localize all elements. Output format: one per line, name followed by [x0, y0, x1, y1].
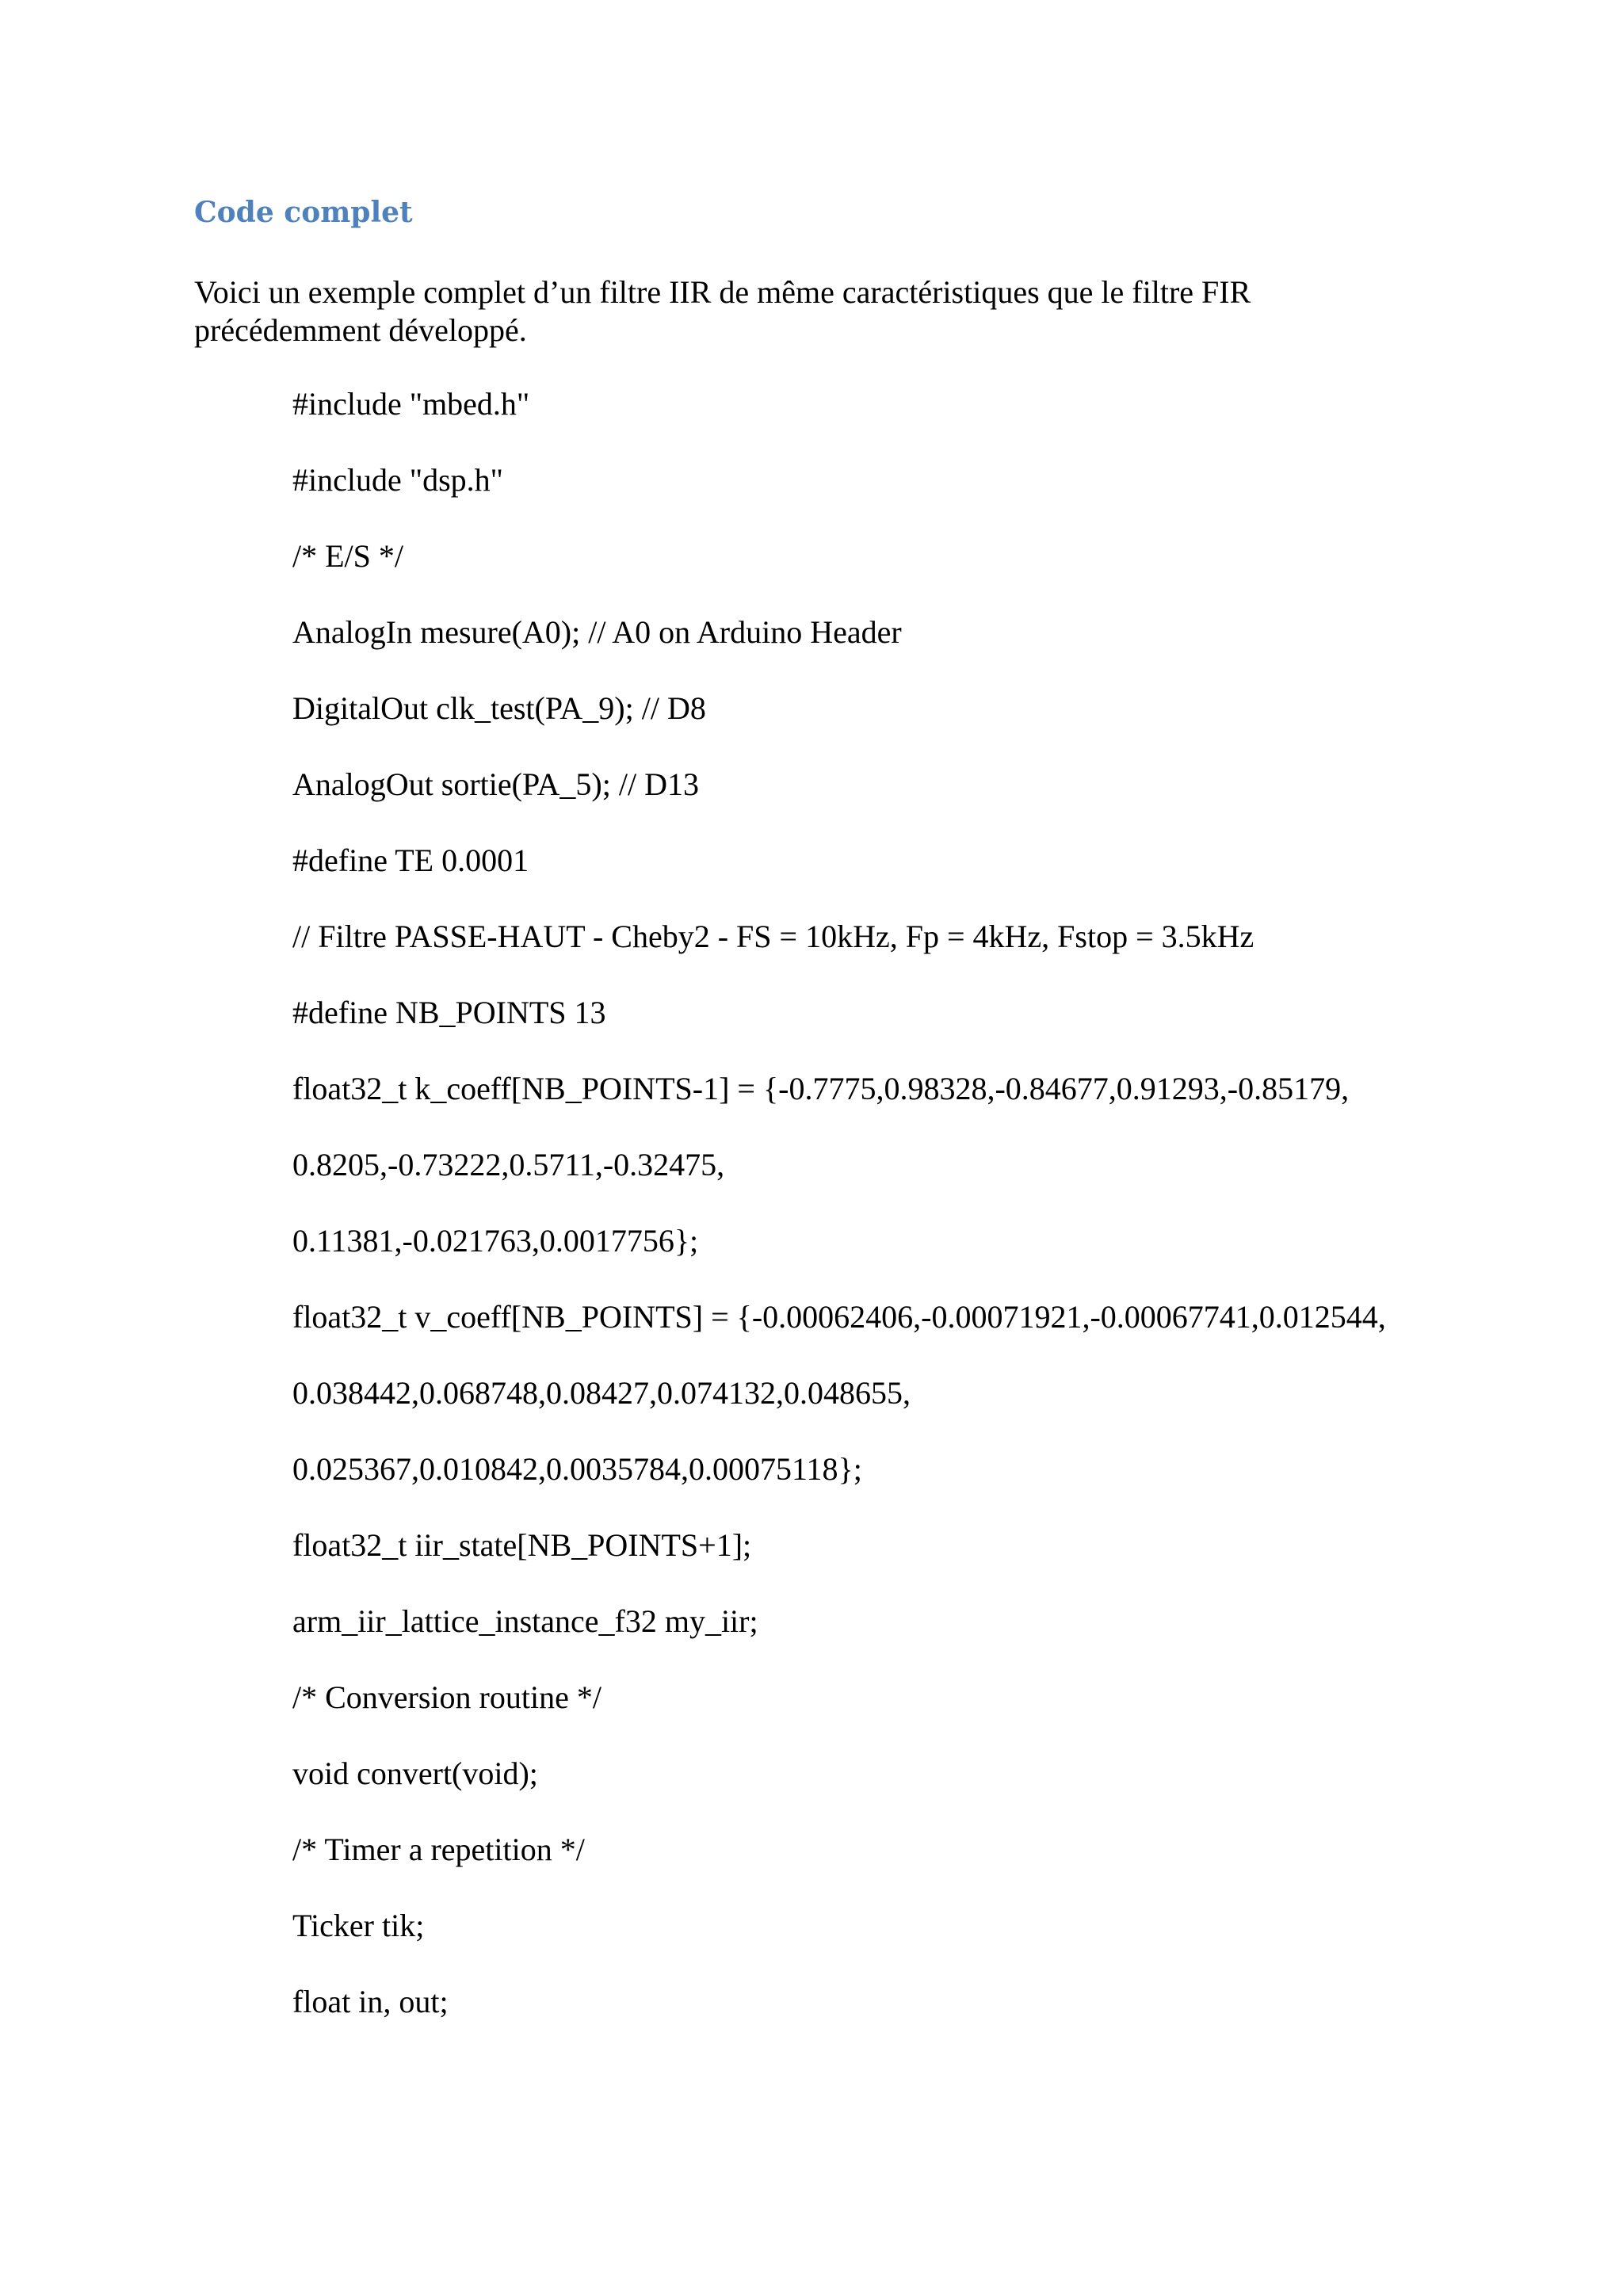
- code-line: #include "dsp.h": [292, 462, 503, 498]
- code-line: 0.025367,0.010842,0.0035784,0.00075118};: [292, 1451, 862, 1487]
- code-line: /* Timer a repetition */: [292, 1832, 585, 1867]
- code-line: float32_t v_coeff[NB_POINTS] = {-0.00062406,-0.00071921,-0.00067741,0.012544,: [292, 1299, 1386, 1335]
- code-line: #define NB_POINTS 13: [292, 995, 606, 1030]
- intro-paragraph: Voici un exemple complet d’un filtre IIR de même caractéristiques que le filtre FIR précédemment développé.: [194, 274, 1251, 348]
- code-line: /* E/S */: [292, 538, 404, 574]
- code-line: /* Conversion routine */: [292, 1679, 601, 1715]
- code-line: 0.8205,-0.73222,0.5711,-0.32475,: [292, 1147, 725, 1182]
- code-line: float32_t k_coeff[NB_POINTS-1] = {-0.7775,0.98328,-0.84677,0.91293,-0.85179,: [292, 1071, 1350, 1106]
- code-line: arm_iir_lattice_instance_f32 my_iir;: [292, 1603, 758, 1639]
- code-line: #include "mbed.h": [292, 386, 530, 422]
- code-line: float32_t iir_state[NB_POINTS+1];: [292, 1527, 752, 1563]
- code-line: AnalogIn mesure(A0); // A0 on Arduino Header: [292, 614, 902, 650]
- code-line: AnalogOut sortie(PA_5); // D13: [292, 766, 699, 802]
- code-line: Ticker tik;: [292, 1908, 425, 1943]
- code-line: 0.11381,-0.021763,0.0017756};: [292, 1223, 699, 1259]
- code-line: #define TE 0.0001: [292, 842, 529, 878]
- code-line: // Filtre PASSE-HAUT - Cheby2 - FS = 10kHz, Fp = 4kHz, Fstop = 3.5kHz: [292, 919, 1254, 954]
- code-line: 0.038442,0.068748,0.08427,0.074132,0.048655,: [292, 1375, 911, 1411]
- code-line: float in, out;: [292, 1984, 449, 2019]
- code-line: DigitalOut clk_test(PA_9); // D8: [292, 690, 706, 726]
- code-listing: [292, 385, 1386, 2059]
- code-line: void convert(void);: [292, 1755, 538, 1791]
- section-heading: Code complet: [194, 196, 413, 229]
